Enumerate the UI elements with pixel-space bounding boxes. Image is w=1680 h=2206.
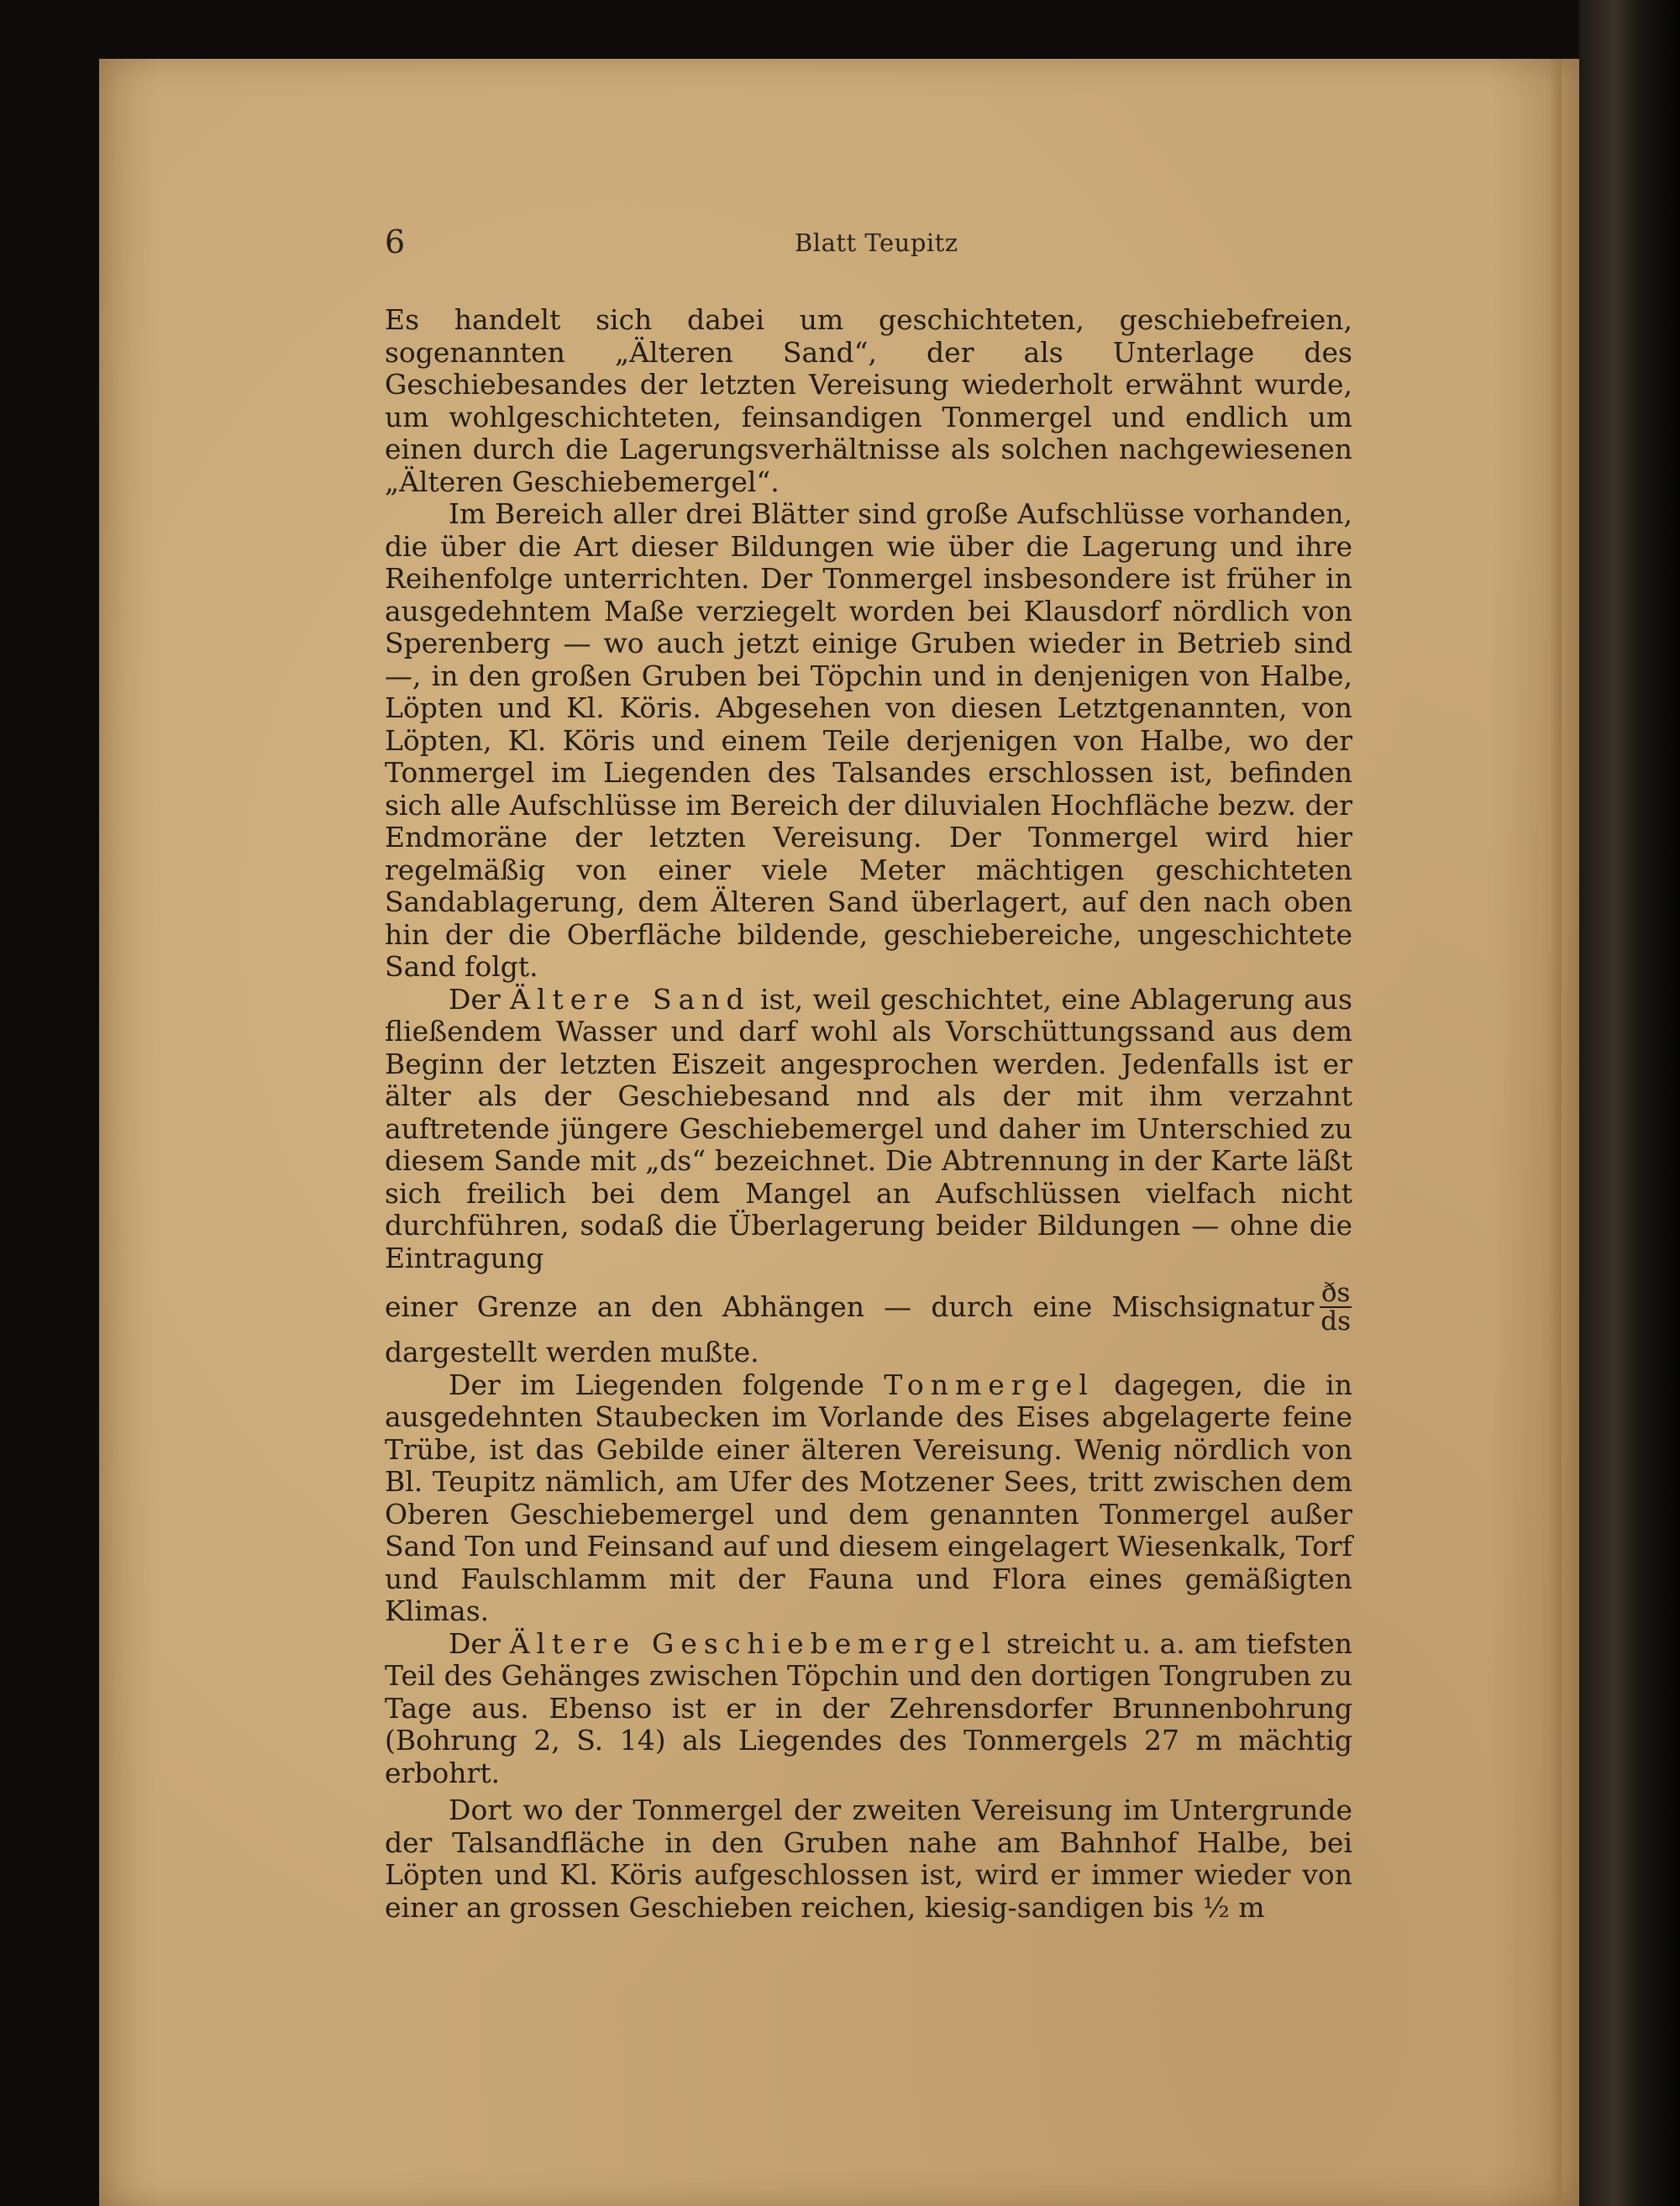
paragraph-4-text: dagegen, die in ausgedehnten Staubecken im Vorlande des Eises abgelagerte feine Trübe, ist das Gebilde einer älteren Vereisung. Wenig nördlich von Bl. Teupitz nämlich, am Ufer des Motzener Sees, tritt zwischen dem Oberen Geschiebemergel und dem genannten Tonmergel außer Sand Ton und Feinsand auf und diesem eingelagert Wiesenkalk, Torf und Faulschlamm mit der Fauna und Flora eines gemäßigten Klimas.: [385, 1368, 1352, 1627]
fraction-numerator: ðs: [1320, 1278, 1351, 1308]
term-aelterer-sand: Ältere Sand: [510, 982, 751, 1016]
paragraph-3: [385, 984, 1352, 1275]
paragraph-6: Dort wo der Tonmergel der zweiten Vereisung im Untergrunde der Talsandfläche in den Gruben nahe am Bahnhof Halbe, bei Löpten und Kl. Köris aufgeschlossen ist, wird er immer wieder von einer an grossen Geschieben reichen, kiesig-sandigen bis ½ m: [385, 1794, 1352, 1924]
paragraph-2: Im Bereich aller drei Blätter sind große Aufschlüsse vorhanden, die über die Art dieser Bildungen wie über die Lagerung und ihre Reihenfolge unterrichten. Der Tonmergel insbesondere ist früher in ausgedehntem Maße verziegelt worden bei Klausdorf nördlich von Sperenberg — wo auch jetzt einige Gruben wieder in Betrieb sind —, in den großen Gruben bei Töpchin und in denjenigen von Halbe, Löpten und Kl. Köris. Abgesehen von diesen Letztgenannten, von Löpten, Kl. Köris und einem Teile derjenigen von Halbe, wo der Tonmergel im Liegenden des Talsandes erschlossen ist, befinden sich alle Aufschlüsse im Bereich der diluvialen Hochfläche bezw. der Endmoräne der letzten Vereisung. Der Tonmergel wird hier regelmäßig von einer viele Meter mächtigen geschichteten Sandablagerung, dem Älteren Sand überlagert, auf den nach oben hin der die Oberfläche bildende, geschiebereiche, ungeschichtete Sand folgt.: [385, 497, 1352, 983]
body-text: [385, 304, 1352, 1924]
paragraph-5-text: streicht u. a. am tiefsten Teil des Gehänges zwischen Töpchin und den dortigen Tongruben zu Tage aus. Ebenso ist er in der Zehrensdorfer Brunnenbohrung (Bohrung 2, S. 14) als Liegendes des Tonmergels 27 m mächtig erbohrt.: [385, 1626, 1352, 1789]
mixed-signature-fraction: [1319, 1279, 1352, 1335]
formula-line-text: einer Grenze an den Abhängen — durch eine Mischsignatur: [385, 1289, 1315, 1323]
page-number: 6: [385, 223, 406, 260]
paragraph-4: [385, 1369, 1352, 1628]
fraction-denominator: ds: [1320, 1306, 1351, 1337]
formula-line: [385, 1279, 1352, 1335]
paragraph-3-intro: Der: [449, 982, 501, 1016]
running-title: Blatt Teupitz: [795, 228, 958, 257]
paragraph-4-intro: Der im Liegenden folgende: [449, 1368, 864, 1401]
paragraph-3-end: dargestellt werden mußte.: [385, 1336, 759, 1368]
book-spine: [1579, 0, 1680, 2206]
paragraph-5-intro: Der: [449, 1626, 501, 1660]
term-aelterer-geschiebemergel: Ältere Geschiebemergel: [509, 1626, 998, 1660]
paragraph-1: Es handelt sich dabei um geschichteten, geschiebefreien, sogenannten „Älteren Sand“, der als Unterlage des Geschiebesandes der letzten Vereisung wiederholt erwähnt wurde, um wohlgeschichteten, feinsandigen Tonmergel und endlich um einen durch die Lagerungsverhältnisse als solchen nachgewiesenen „Älteren Geschiebemergel“.: [385, 303, 1352, 498]
term-tonmergel: Tonmergel: [884, 1368, 1095, 1401]
paragraph-5: [385, 1628, 1352, 1790]
running-head: [385, 225, 1359, 259]
page-edge-shadow: [1550, 59, 1562, 2206]
paragraph-3-text: ist, weil geschichtet, eine Ablagerung aus fließendem Wasser und darf wohl als Vorschüttungssand aus dem Beginn der letzten Eiszeit angesprochen werden. Jedenfalls ist er älter als der Geschiebesand nnd als der mit ihm verzahnt auftretende jüngere Geschiebemergel und daher im Unterschied zu diesem Sande mit „ds“ bezeichnet. Die Abtrennung in der Karte läßt sich freilich bei dem Mangel an Aufschlüssen vielfach nicht durchführen, sodaß die Überlagerung beider Bildungen — ohne die Eintragung: [385, 982, 1352, 1274]
